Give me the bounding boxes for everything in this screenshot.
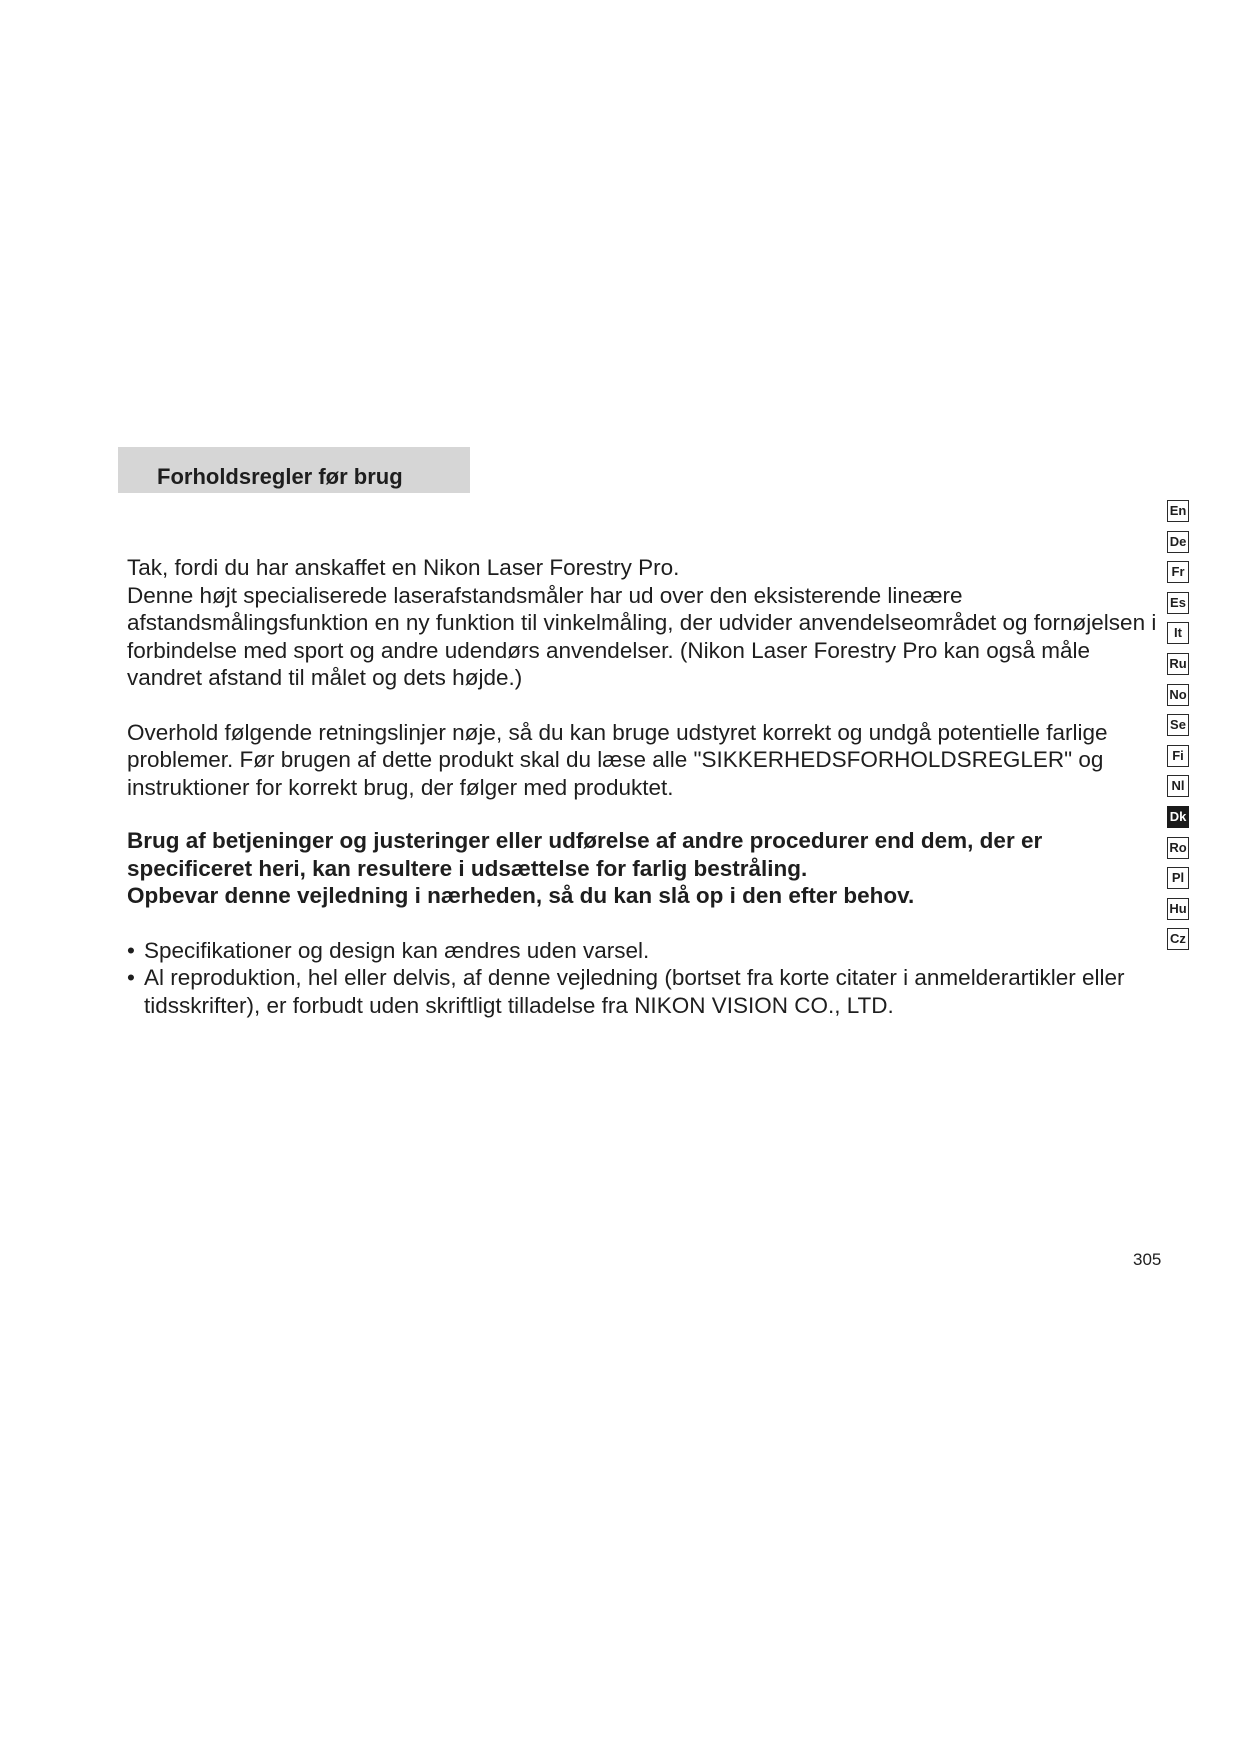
list-item: • Al reproduktion, hel eller delvis, af denne vejledning (bortset fra korte citater i anmelderartikler eller tidsskrifter), er forbudt uden skriftligt tilladelse fra NIKON VISION CO., LTD. xyxy=(127,964,1157,1019)
lang-tab-pl[interactable]: Pl xyxy=(1167,867,1189,889)
lang-tab-it[interactable]: It xyxy=(1167,622,1189,644)
lang-tab-se[interactable]: Se xyxy=(1167,714,1189,736)
language-tabs xyxy=(1167,500,1191,959)
notes-list xyxy=(127,937,1157,1020)
lang-tab-nl[interactable]: Nl xyxy=(1167,775,1189,797)
lang-tab-fr[interactable]: Fr xyxy=(1167,561,1189,583)
lang-tab-de[interactable]: De xyxy=(1167,531,1189,553)
list-item: • Specifikationer og design kan ændres uden varsel. xyxy=(127,937,1157,965)
lang-tab-ro[interactable]: Ro xyxy=(1167,837,1189,859)
page-number: 305 xyxy=(1133,1250,1162,1269)
lang-tab-ru[interactable]: Ru xyxy=(1167,653,1189,675)
lang-tab-fi[interactable]: Fi xyxy=(1167,745,1189,767)
document-body xyxy=(127,554,1157,1019)
intro-paragraph: Tak, fordi du har anskaffet en Nikon Laser Forestry Pro. Denne højt specialiserede laserafstandsmåler har ud over den eksisterende lineære afstandsmålingsfunktion en ny funktion til vinkelmåling, der udvider anvendelseområdet og fornøjelsen i forbindelse med sport og andre udendørs anvendelser. (Nikon Laser Forestry Pro kan også måle vandret afstand til målet og dets højde.) xyxy=(127,555,1157,690)
warning-paragraph: Brug af betjeninger og justeringer eller udførelse af andre procedurer end dem, der er specificeret heri, kan resultere i udsættelse for farlig bestråling. Opbevar denne vejledning i nærheden, så du kan slå op i den efter behov. xyxy=(127,828,1043,908)
lang-tab-dk[interactable]: Dk xyxy=(1167,806,1189,828)
lang-tab-no[interactable]: No xyxy=(1167,684,1189,706)
lang-tab-cz[interactable]: Cz xyxy=(1167,928,1189,950)
section-title: Forholdsregler før brug xyxy=(157,464,403,489)
lang-tab-es[interactable]: Es xyxy=(1167,592,1189,614)
section-header xyxy=(118,447,470,493)
guidelines-paragraph: Overhold følgende retningslinjer nøje, så du kan bruge udstyret korrekt og undgå potentielle farlige problemer. Før brugen af dette produkt skal du læse alle "SIKKERHEDSFORHOLDSREGLER" og instruktioner for korrekt brug, der følger med produktet. xyxy=(127,719,1108,800)
lang-tab-hu[interactable]: Hu xyxy=(1167,898,1189,920)
lang-tab-en[interactable]: En xyxy=(1167,500,1189,522)
